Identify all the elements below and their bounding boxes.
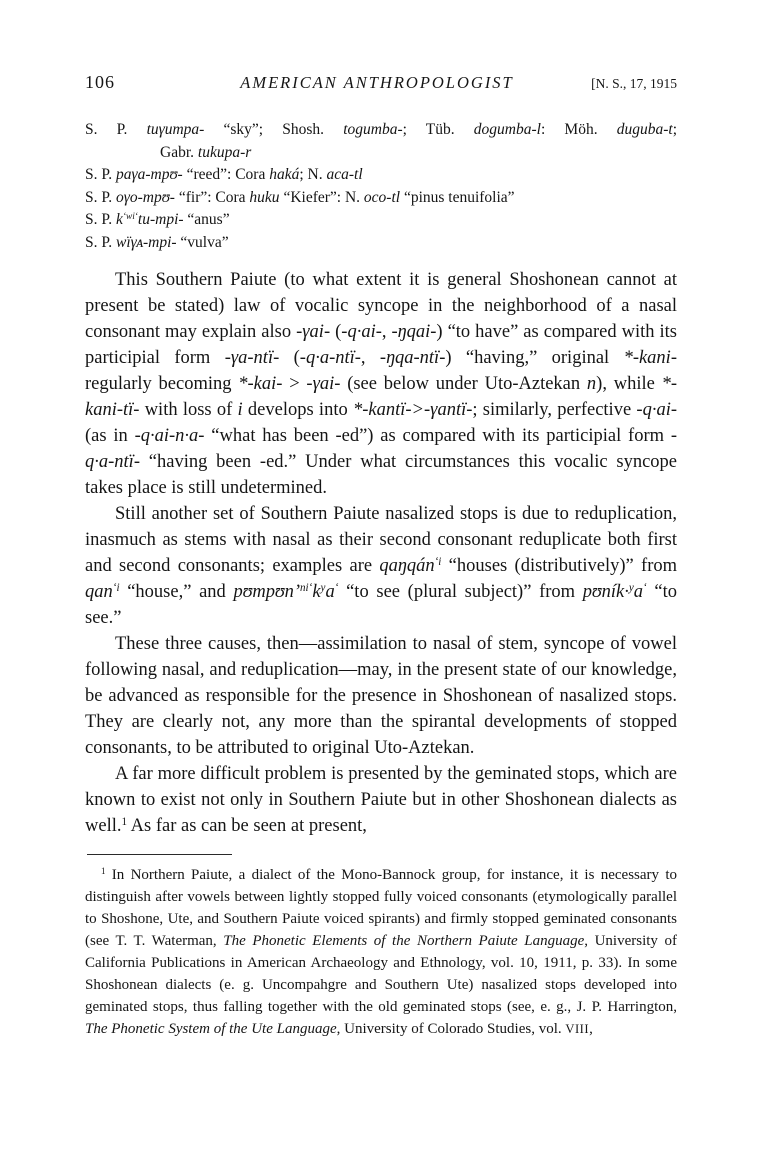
text-segment: -ŋqa-ntï- xyxy=(379,348,446,368)
text-segment: 1 xyxy=(121,815,128,828)
text-segment: -γa-ntï- xyxy=(224,348,280,368)
text-segment: a xyxy=(633,582,644,602)
text-segment: niʻ xyxy=(299,581,313,594)
text-segment: pʊmpʊn’ xyxy=(233,582,300,602)
text-segment: , xyxy=(381,322,392,342)
text-segment: togumba- xyxy=(343,121,403,138)
text-segment: a xyxy=(325,582,335,602)
page-header xyxy=(85,72,677,93)
text-segment: : Möh. xyxy=(540,121,617,138)
text-segment: qaŋqán xyxy=(379,556,435,576)
text-segment: ʻi xyxy=(434,555,442,568)
text-segment: -γai- xyxy=(296,322,331,342)
text-segment: “pinus tenuifolia” xyxy=(400,188,515,206)
text-segment: VIII xyxy=(565,1022,590,1036)
text-segment: ( xyxy=(330,322,342,342)
page-number: 106 xyxy=(85,72,115,92)
text-segment: “sky”; Shosh. xyxy=(204,121,344,138)
text-segment: , University of California Publications in American Archaeology and Ethnology, vol. 10, 1911, p. 33). In some Shoshonean dialects (e. g. Uncompahgre and Southern Ute) nasalized stops developed into geminated stops, thus falling together with the old geminated stops (see, e. g., J. P. Harrington, xyxy=(85,933,677,1015)
text-segment: “having been -ed.” Under what circumstances this vocalic syncope takes place is still undetermined. xyxy=(85,452,677,498)
text-segment: > xyxy=(282,374,307,394)
text-segment: Gabr. xyxy=(160,143,198,161)
text-segment: n xyxy=(586,374,597,394)
text-segment: , University of Colorado Studies, vol. xyxy=(336,1021,566,1037)
text-segment: ʻwiʻ xyxy=(122,211,138,222)
text-segment: S. P. xyxy=(85,188,117,206)
text-segment: A far more difficult problem is presented by the geminated stops, which are known to exist not only in Southern Paiute but in other Shoshonean dialects as well. xyxy=(85,764,677,836)
text-segment: ), while xyxy=(596,374,662,394)
text-segment: The Phonetic Elements of the Northern Paiute Language xyxy=(223,933,585,949)
paragraph-vocalic-syncope xyxy=(85,267,677,501)
text-segment: dogumba-l xyxy=(473,121,541,138)
footnote xyxy=(85,864,677,1040)
text-segment: develops into xyxy=(242,400,353,420)
text-segment: -ŋqai- xyxy=(391,322,437,342)
text-segment: regularly becoming xyxy=(85,374,239,394)
text-segment: tukupa-r xyxy=(197,143,252,161)
text-segment: , xyxy=(589,1021,593,1037)
text-segment: k xyxy=(312,582,321,602)
text-segment: paγa-mpʊ- xyxy=(116,166,183,183)
text-segment: -q·a-ntï- xyxy=(299,348,361,368)
text-segment: aca-tl xyxy=(326,166,363,183)
text-segment: ʻ xyxy=(334,581,339,594)
gloss-entry-fir xyxy=(85,187,677,210)
text-segment: tuγumpa- xyxy=(146,121,205,138)
text-segment: As far as can be seen at present, xyxy=(127,816,367,836)
journal-title: AMERICAN ANTHROPOLOGIST xyxy=(240,73,514,92)
text-segment: ; Tüb. xyxy=(402,121,474,138)
text-segment: haká xyxy=(269,166,300,183)
text-segment: tu-mpi- xyxy=(137,211,184,228)
text-segment: S. P. xyxy=(85,211,117,228)
text-segment: (as in xyxy=(85,426,135,446)
text-segment: i xyxy=(237,400,243,420)
text-segment: -q·a-ntï- xyxy=(85,426,677,472)
text-segment: ; N. xyxy=(299,166,327,183)
text-segment: ʻ xyxy=(643,581,647,594)
text-segment: ) “to have” as compared with its participial form xyxy=(85,322,677,368)
text-segment: -γai- xyxy=(306,374,341,394)
text-segment: “fir”: Cora xyxy=(174,188,250,206)
text-segment: oco-tl xyxy=(363,188,401,206)
gloss-entry-sky xyxy=(85,119,677,142)
text-segment: *-kani- xyxy=(623,348,677,368)
gloss-list xyxy=(85,119,677,254)
text-segment: S. P. xyxy=(85,121,147,138)
gloss-entry-anus xyxy=(85,209,677,232)
footnote-divider xyxy=(87,854,232,855)
text-segment: , xyxy=(360,348,380,368)
paragraph-three-causes xyxy=(85,631,677,761)
text-segment: qan xyxy=(85,582,113,602)
text-segment: 1 xyxy=(101,866,106,877)
text-segment: y xyxy=(628,581,634,594)
text-segment: ʻi xyxy=(112,581,120,594)
text-segment: Still another set of Southern Paiute nasalized stops is due to reduplication, inasmuch as stems with nasal as their second consonant reduplicate both first and second consonants; examples are xyxy=(85,504,677,576)
text-segment: In Northern Paiute, a dialect of the Mono-Bannock group, for instance, it is necessary to distinguish after vowels between lightly stopped fully voiced consonants (etymologically parallel to Shoshone, Ute, and Southern Paiute voiced spirants) and firmly stopped geminated consonants (see T. T. Waterman, xyxy=(85,867,677,949)
text-segment: k xyxy=(116,211,123,228)
text-segment: ( xyxy=(279,348,300,368)
text-segment: The Phonetic System of the Ute Language xyxy=(85,1021,337,1037)
text-segment: S. P. xyxy=(85,233,117,251)
text-segment: *-kai- xyxy=(238,374,283,394)
text-segment: oγo-mpʊ- xyxy=(116,188,175,206)
issue-citation: [N. S., 17, 1915 xyxy=(591,76,677,91)
gloss-entry-vulva xyxy=(85,232,677,255)
text-segment: S. P. xyxy=(85,166,117,183)
text-segment: “to see.” xyxy=(85,582,677,628)
text-segment: ; xyxy=(672,121,677,138)
paragraph-reduplication xyxy=(85,501,677,631)
text-segment: ) “having,” original xyxy=(445,348,624,368)
text-segment: -q·ai- xyxy=(341,322,382,342)
text-segment: “anus” xyxy=(183,211,230,228)
text-segment: This Southern Paiute (to what extent it is general Shoshonean cannot at present be stated) law of vocalic syncope in the neighborhood of a nasal consonant may explain also xyxy=(85,270,677,342)
text-segment: *-kantï->-γantï- xyxy=(352,400,473,420)
text-segment: huku xyxy=(249,188,280,206)
article-body xyxy=(85,267,677,839)
text-segment: “what has been -ed”) as compared with its participial form xyxy=(204,426,671,446)
gloss-entry-sky-continuation xyxy=(85,142,677,165)
text-segment: “Kiefer”: N. xyxy=(279,188,364,206)
text-segment: -q·ai-n·a- xyxy=(134,426,205,446)
text-segment: y xyxy=(320,581,326,594)
text-segment: duguba-t xyxy=(616,121,673,138)
text-segment: “house,” and xyxy=(119,582,234,602)
text-segment: with loss of xyxy=(139,400,238,420)
text-segment: “to see (plural subject)” from xyxy=(338,582,583,602)
text-segment: “vulva” xyxy=(176,233,229,251)
paragraph-geminated-stops xyxy=(85,761,677,839)
text-segment: “reed”: Cora xyxy=(182,166,270,183)
text-segment: These three causes, then—assimilation to nasal of stem, syncope of vowel following nasal, and reduplication—may, in the present state of our knowledge, be advanced as responsible for the presence in Shoshonean of nasalized stops. They are clearly not, any more than the spirantal developments of stopped consonants, to be attributed to original Uto-Aztekan. xyxy=(85,634,677,758)
gloss-entry-reed xyxy=(85,164,677,187)
text-segment: pʊník· xyxy=(582,582,629,602)
text-segment: ; similarly, perfective xyxy=(472,400,637,420)
text-segment: -q·ai- xyxy=(636,400,678,420)
text-segment: “houses (distributively)” from xyxy=(441,556,677,576)
text-segment: (see below under Uto-Aztekan xyxy=(340,374,587,394)
text-segment: wïγᴀ-mpi- xyxy=(116,233,177,251)
text-segment: *-kani-tï- xyxy=(85,374,678,420)
